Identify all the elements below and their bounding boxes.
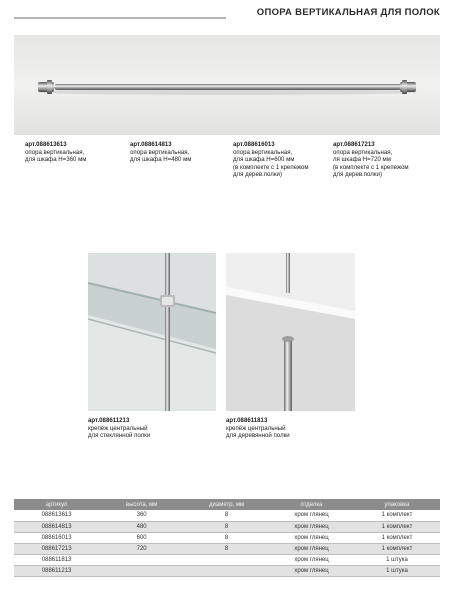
table-cell: 088613613 [14, 510, 99, 521]
table-cell: хром глянец [269, 565, 354, 576]
table-cell: 8 [184, 521, 269, 532]
table-cell: хром глянец [269, 532, 354, 543]
table-cell: 8 [184, 543, 269, 554]
page-title: ОПОРА ВЕРТИКАЛЬНАЯ ДЛЯ ПОЛОК [256, 7, 440, 18]
caption-088616013: арт.088616013 опора вертикальная, для шкафа H=600 мм (в комплекте с 1 крепежом для дерев.полки) [233, 141, 309, 179]
table-cell [184, 565, 269, 576]
caption-088611813: арт.088611813 крепёж центральный для деревянной полки [226, 417, 290, 440]
table-cell: 1 комплект [354, 543, 440, 554]
column-header: отделка [300, 501, 323, 508]
column-header: высота, мм [125, 501, 158, 508]
table-row [14, 521, 440, 532]
page-header [0, 0, 455, 26]
table-cell [99, 565, 184, 576]
table-cell: 720 [99, 543, 184, 554]
table-cell [99, 554, 184, 565]
column-header: диаметр, мм [209, 501, 245, 508]
table-row [14, 543, 440, 554]
table-cell: 1 штука [354, 565, 440, 576]
caption-088613613: арт.088613613 опора вертикальная, для шкафа H=360 мм [25, 141, 87, 164]
table-cell: 1 штука [354, 554, 440, 565]
table-row [14, 510, 440, 521]
table-cell: 088616013 [14, 532, 99, 543]
table-cell: 088614813 [14, 521, 99, 532]
table-cell: 480 [99, 521, 184, 532]
column-header: упаковка [384, 501, 410, 508]
table-row [14, 532, 440, 543]
table-cell: 088611813 [14, 554, 99, 565]
table-cell: 600 [99, 532, 184, 543]
table-cell: 1 комплект [354, 532, 440, 543]
table-cell: хром глянец [269, 543, 354, 554]
caption-088611213: арт.088611213 крепёж центральный для стеклянной полки [88, 417, 151, 440]
table-cell: 1 комплект [354, 521, 440, 532]
table-row [14, 565, 440, 576]
spec-table [14, 499, 440, 577]
table-cell: хром глянец [269, 554, 354, 565]
caption-088617213: арт.088617213 опора вертикальная, ля шкафа H=720 мм (в комплекте с 1 крепежом для дерев.полки) [333, 141, 409, 179]
table-row [14, 554, 440, 565]
product-photo-rod [14, 35, 440, 135]
table-cell: 1 комплект [354, 510, 440, 521]
table-cell: 360 [99, 510, 184, 521]
caption-088614813: арт.088614813 опора вертикальная, для шкафа H=480 мм [130, 141, 192, 164]
table-cell: хром глянец [269, 510, 354, 521]
table-cell: хром глянец [269, 521, 354, 532]
table-cell: 8 [184, 532, 269, 543]
header-rule [14, 17, 226, 19]
product-photo-wood-shelf-mount [226, 253, 355, 411]
table-cell: 088611213 [14, 565, 99, 576]
column-header: артикул [45, 501, 68, 508]
table-header-row [14, 499, 440, 510]
table-cell [184, 554, 269, 565]
product-photo-glass-shelf-clamp [88, 253, 216, 411]
table-cell: 8 [184, 510, 269, 521]
table-cell: 088617213 [14, 543, 99, 554]
